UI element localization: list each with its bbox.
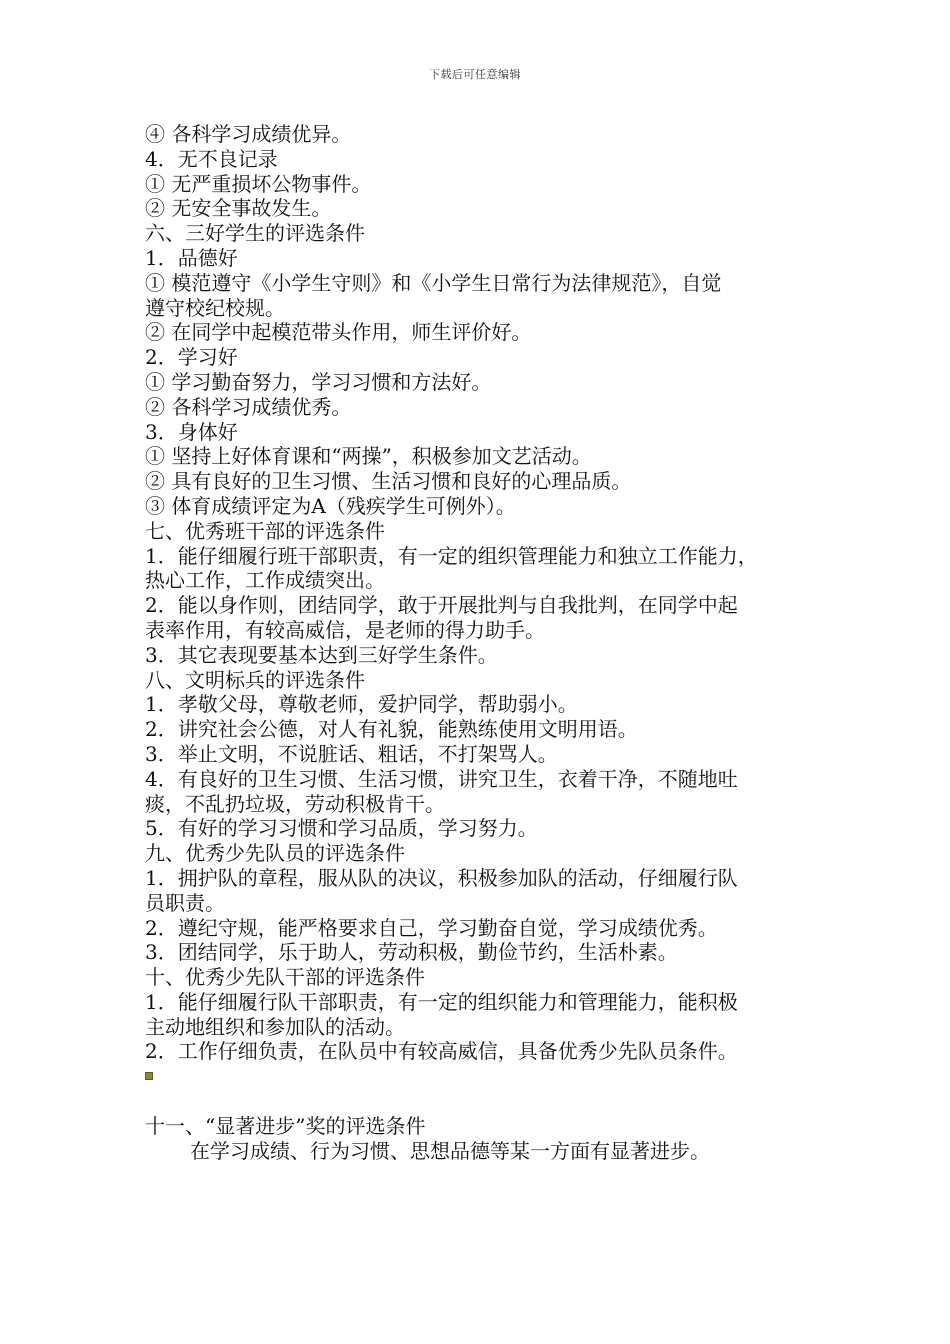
section-heading: 七、优秀班干部的评选条件: [145, 518, 385, 543]
section-heading: 八、文明标兵的评选条件: [145, 667, 365, 692]
text-line: ② 在同学中起模范带头作用，师生评价好。: [145, 320, 532, 345]
text-line: 员职责。: [145, 890, 225, 915]
embedded-object-icon: [145, 1072, 153, 1080]
document-body: [145, 122, 815, 1164]
text-line: 痰，不乱扔垃圾，劳动积极肯干。: [145, 791, 445, 816]
text-line: ③ 体育成绩评定为A（残疾学生可例外）。: [145, 493, 516, 518]
text-line: ① 模范遵守《小学生守则》和《小学生日常行为法律规范》，自觉: [145, 270, 722, 295]
page-header: 下载后可任意编辑: [429, 68, 521, 81]
text-line: 表率作用，有较高威信，是老师的得力助手。: [145, 617, 545, 642]
text-line: 4．有良好的卫生习惯、生活习惯，讲究卫生，衣着干净，不随地吐: [145, 766, 738, 791]
text-line: 3．其它表现要基本达到三好学生条件。: [145, 642, 498, 667]
text-line: 3．举止文明，不说脏话、粗话，不打架骂人。: [145, 741, 558, 766]
text-line: 3．团结同学，乐于助人，劳动积极，勤俭节约，生活朴素。: [145, 940, 678, 965]
text-line: 1．能仔细履行班干部职责，有一定的组织管理能力和独立工作能力，: [145, 543, 758, 568]
text-line: 1．品德好: [145, 245, 238, 270]
text-line: 5．有好的学习习惯和学习品质，学习努力。: [145, 816, 538, 841]
section-heading: 十一、“显著进步”奖的评选条件: [145, 1114, 426, 1139]
text-line: 遵守校纪校规。: [145, 295, 285, 320]
text-line: 主动地组织和参加队的活动。: [145, 1014, 405, 1039]
text-line: ② 无安全事故发生。: [145, 196, 332, 221]
text-line: 2．工作仔细负责，在队员中有较高威信，具备优秀少先队员条件。: [145, 1039, 738, 1064]
text-line: 2．遵纪守规，能严格要求自己，学习勤奋自觉，学习成绩优秀。: [145, 915, 718, 940]
text-line: ② 各科学习成绩优秀。: [145, 394, 352, 419]
text-line: 4．无不良记录: [145, 146, 278, 171]
text-line: ① 无严重损坏公物事件。: [145, 171, 372, 196]
text-line: 在学习成绩、行为习惯、思想品德等某一方面有显著进步。: [190, 1139, 710, 1164]
section-heading: 十、优秀少先队干部的评选条件: [145, 965, 425, 990]
text-line: ④ 各科学习成绩优异。: [145, 122, 352, 146]
text-line: 热心工作，工作成绩突出。: [145, 568, 385, 593]
text-line: 2．能以身作则，团结同学，敢于开展批判与自我批判，在同学中起: [145, 593, 738, 618]
text-line: 3．身体好: [145, 419, 238, 444]
section-heading: 六、三好学生的评选条件: [145, 221, 365, 246]
text-line: 1．拥护队的章程，服从队的决议，积极参加队的活动，仔细履行队: [145, 865, 738, 890]
text-line: ① 坚持上好体育课和“两操”，积极参加文艺活动。: [145, 444, 592, 469]
text-line: 2．学习好: [145, 345, 238, 370]
text-line: 1．孝敬父母，尊敬老师，爱护同学，帮助弱小。: [145, 692, 578, 717]
section-heading: 九、优秀少先队员的评选条件: [145, 841, 405, 866]
text-line: 1．能仔细履行队干部职责，有一定的组织能力和管理能力，能积极: [145, 989, 738, 1014]
text-line: 2．讲究社会公德，对人有礼貌，能熟练使用文明用语。: [145, 717, 638, 742]
text-line: ② 具有良好的卫生习惯、生活习惯和良好的心理品质。: [145, 469, 632, 494]
text-line: ① 学习勤奋努力，学习习惯和方法好。: [145, 369, 492, 394]
